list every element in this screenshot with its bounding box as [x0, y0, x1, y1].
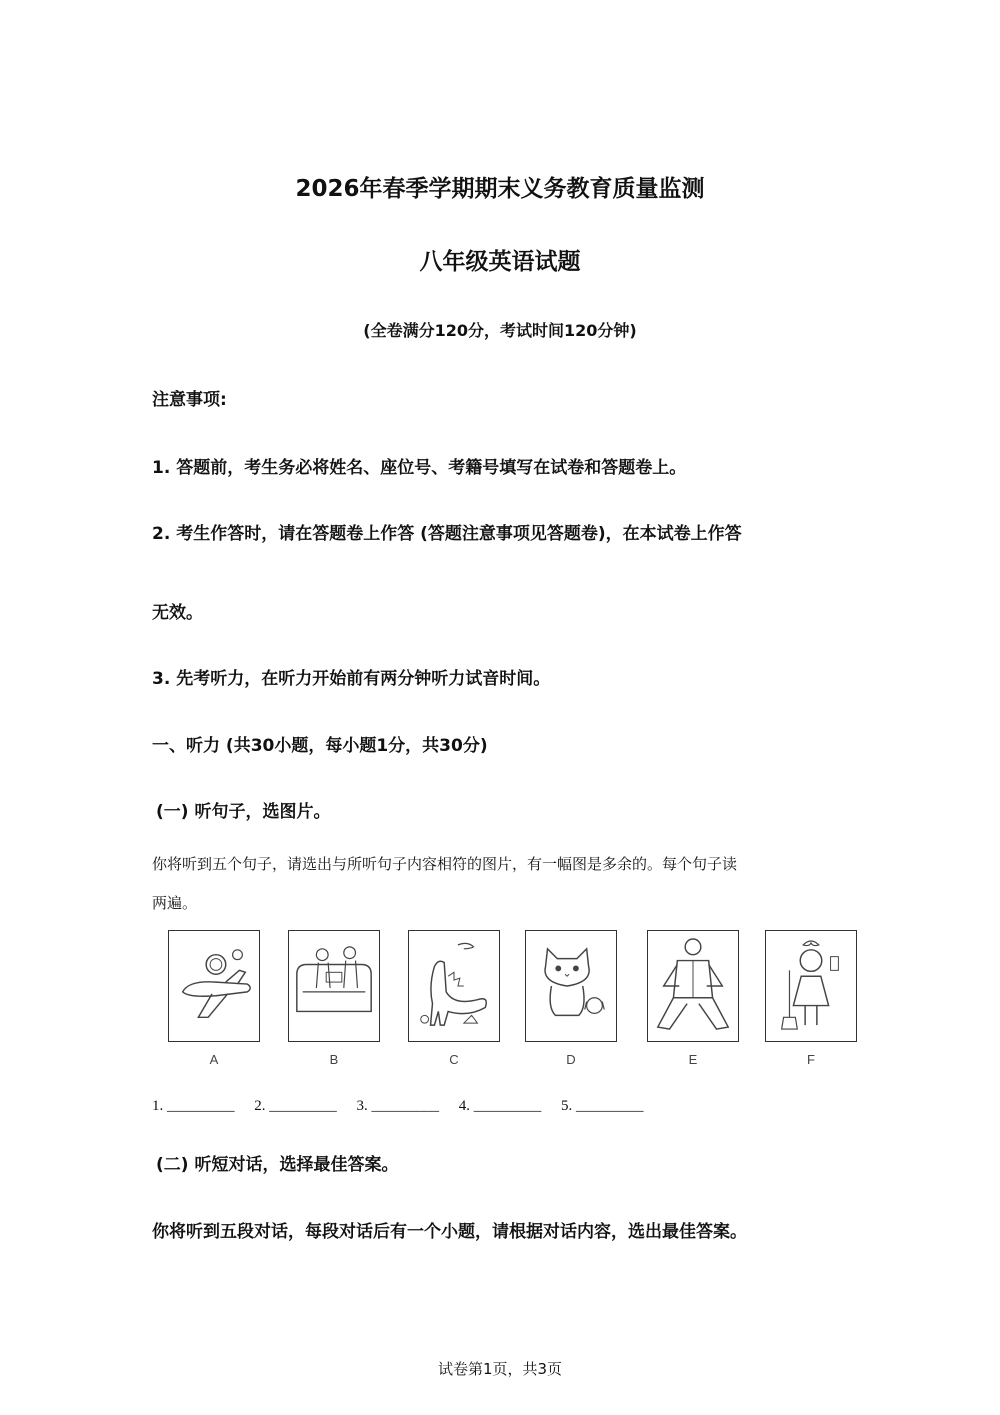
picture-f-label: F — [807, 1052, 815, 1067]
picture-e-label: E — [688, 1052, 698, 1067]
answer-blank-1[interactable]: 1. _________ — [152, 1098, 235, 1114]
exam-title: 2026年春季学期期末义务教育质量监测 — [295, 176, 705, 202]
answer-blank-4[interactable]: 4. _________ — [458, 1098, 542, 1114]
section-heading: 一、听力 (共30小题，每小题1分，共30分) — [152, 736, 488, 756]
reading-on-sofa-icon — [289, 931, 379, 1041]
astronaut-plane-icon — [169, 931, 259, 1041]
exam-subject: 八年级英语试题 — [419, 249, 581, 275]
part1-instruction-cont: 两遍。 — [152, 894, 198, 912]
note-item-2-cont: 无效。 — [152, 603, 203, 623]
answer-blanks — [152, 1098, 660, 1115]
picture-d-label: D — [566, 1052, 576, 1067]
picture-f — [765, 930, 857, 1042]
answer-blank-5[interactable]: 5. _________ — [561, 1098, 644, 1114]
page-footer: 试卷第1页，共3页 — [437, 1360, 563, 1378]
answer-blank-2[interactable]: 2. _________ — [254, 1098, 337, 1114]
picture-d — [525, 930, 617, 1042]
note-item-3: 3. 先考听力，在听力开始前有两分钟听力试音时间。 — [152, 669, 551, 689]
cat-and-dog-icon — [526, 931, 616, 1041]
answer-blank-3[interactable]: 3. _________ — [356, 1098, 439, 1114]
tai-chi-icon — [648, 931, 738, 1041]
picture-b — [288, 930, 380, 1042]
girl-sweeping-icon — [766, 931, 856, 1041]
note-item-2: 2. 考生作答时，请在答题卷上作答 (答题注意事项见答题卷)，在本试卷上作答 — [152, 524, 742, 544]
part1-heading: (一) 听句子，选图片。 — [156, 802, 331, 822]
dinosaur-icon — [409, 931, 499, 1041]
picture-c-label: C — [449, 1052, 459, 1067]
picture-a-label: A — [209, 1052, 219, 1067]
picture-b-label: B — [329, 1052, 339, 1067]
exam-meta: (全卷满分120分，考试时间120分钟) — [363, 321, 637, 340]
picture-a — [168, 930, 260, 1042]
notes-heading: 注意事项: — [152, 390, 227, 410]
part2-heading: (二) 听短对话，选择最佳答案。 — [156, 1155, 399, 1175]
picture-c — [408, 930, 500, 1042]
part1-instruction: 你将听到五个句子，请选出与所听句子内容相符的图片，有一幅图是多余的。每个句子读 — [152, 855, 738, 873]
picture-e — [647, 930, 739, 1042]
part2-instruction: 你将听到五段对话，每段对话后有一个小题，请根据对话内容，选出最佳答案。 — [152, 1222, 747, 1242]
note-item-1: 1. 答题前，考生务必将姓名、座位号、考籍号填写在试卷和答题卷上。 — [152, 458, 687, 478]
